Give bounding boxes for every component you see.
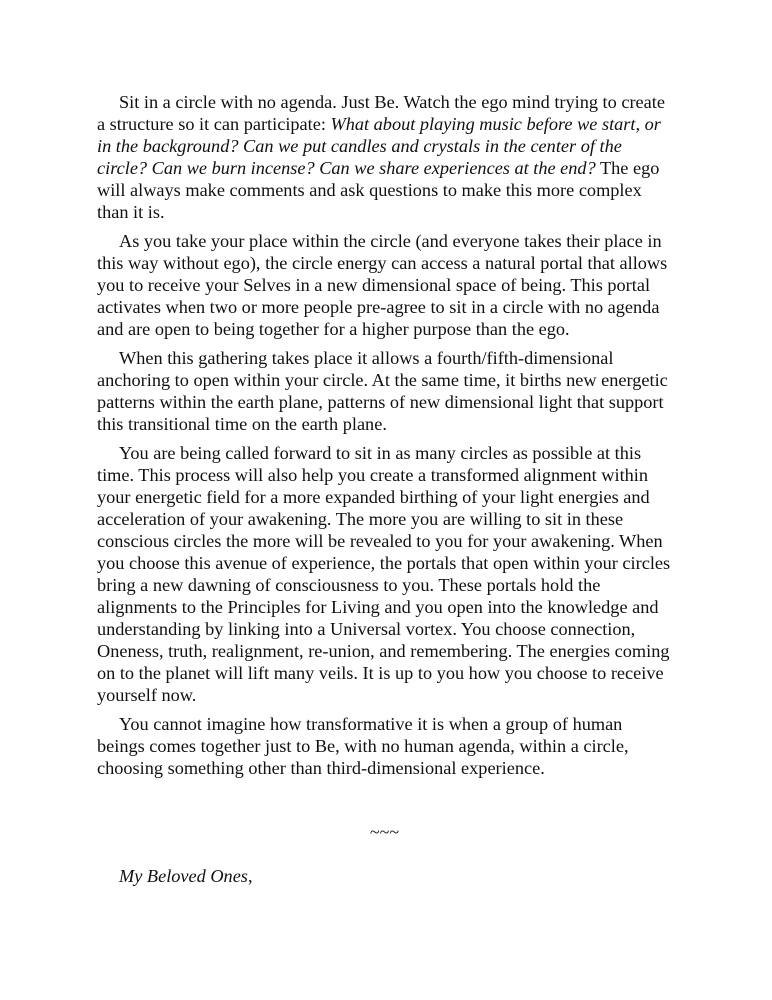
document-page (97, 91, 672, 887)
paragraph-5: You cannot imagine how transformative it is when a group of human beings comes together just to Be, with no human agenda, within a circle, choosing something other than third-dimensional experience. (97, 714, 629, 778)
paragraph-1-italic-questions: What about playing music before we start, or in the background? Can we put candles and crystals in the center of the circle? Can we burn incense? Can we share experiences at the end? (97, 114, 661, 178)
salutation-punctuation: , (247, 866, 253, 886)
salutation (97, 865, 672, 887)
paragraph-1-tail: The ego will always make comments and ask questions to make this more complex than it is. (97, 158, 660, 222)
paragraph-3: When this gathering takes place it allows a fourth/fifth-dimensional anchoring to open within your circle. At the same time, it births new energetic patterns within the earth plane, patterns of new dimensional light that support this transitional time on the earth plane. (97, 348, 668, 434)
paragraph-1 (97, 91, 672, 223)
paragraph-1-lead: Sit in a circle with no agenda. Just Be. Watch the ego mind trying to create a structure so it can participate: (97, 92, 665, 134)
paragraph-4: You are being called forward to sit in as many circles as possible at this time. This process will also help you create a transformed alignment within your energetic field for a more expanded birthing of your light energies and acceleration of your awakening. The more you are willing to sit in these conscious circles the more will be revealed to you for your awakening. When you choose this avenue of experience, the portals that open within your circles bring a new dawning of consciousness to you. These portals hold the alignments to the Principles for Living and you open into the knowledge and understanding by linking into a Universal vortex. You choose connection, Oneness, truth, realignment, re-union, and remembering. The energies coming on to the planet will lift many veils. It is up to you how you choose to receive yourself now. (97, 443, 671, 705)
salutation-text: My Beloved Ones (119, 866, 248, 886)
section-separator: ~~~ (369, 822, 400, 842)
paragraph-2: As you take your place within the circle (and everyone takes their place in this way without ego), the circle energy can access a natural portal that allows you to receive your Selves in a new dimensional space of being. This portal activates when two or more people pre-agree to sit in a circle with no agenda and are open to being together for a higher purpose than the ego. (97, 231, 668, 339)
